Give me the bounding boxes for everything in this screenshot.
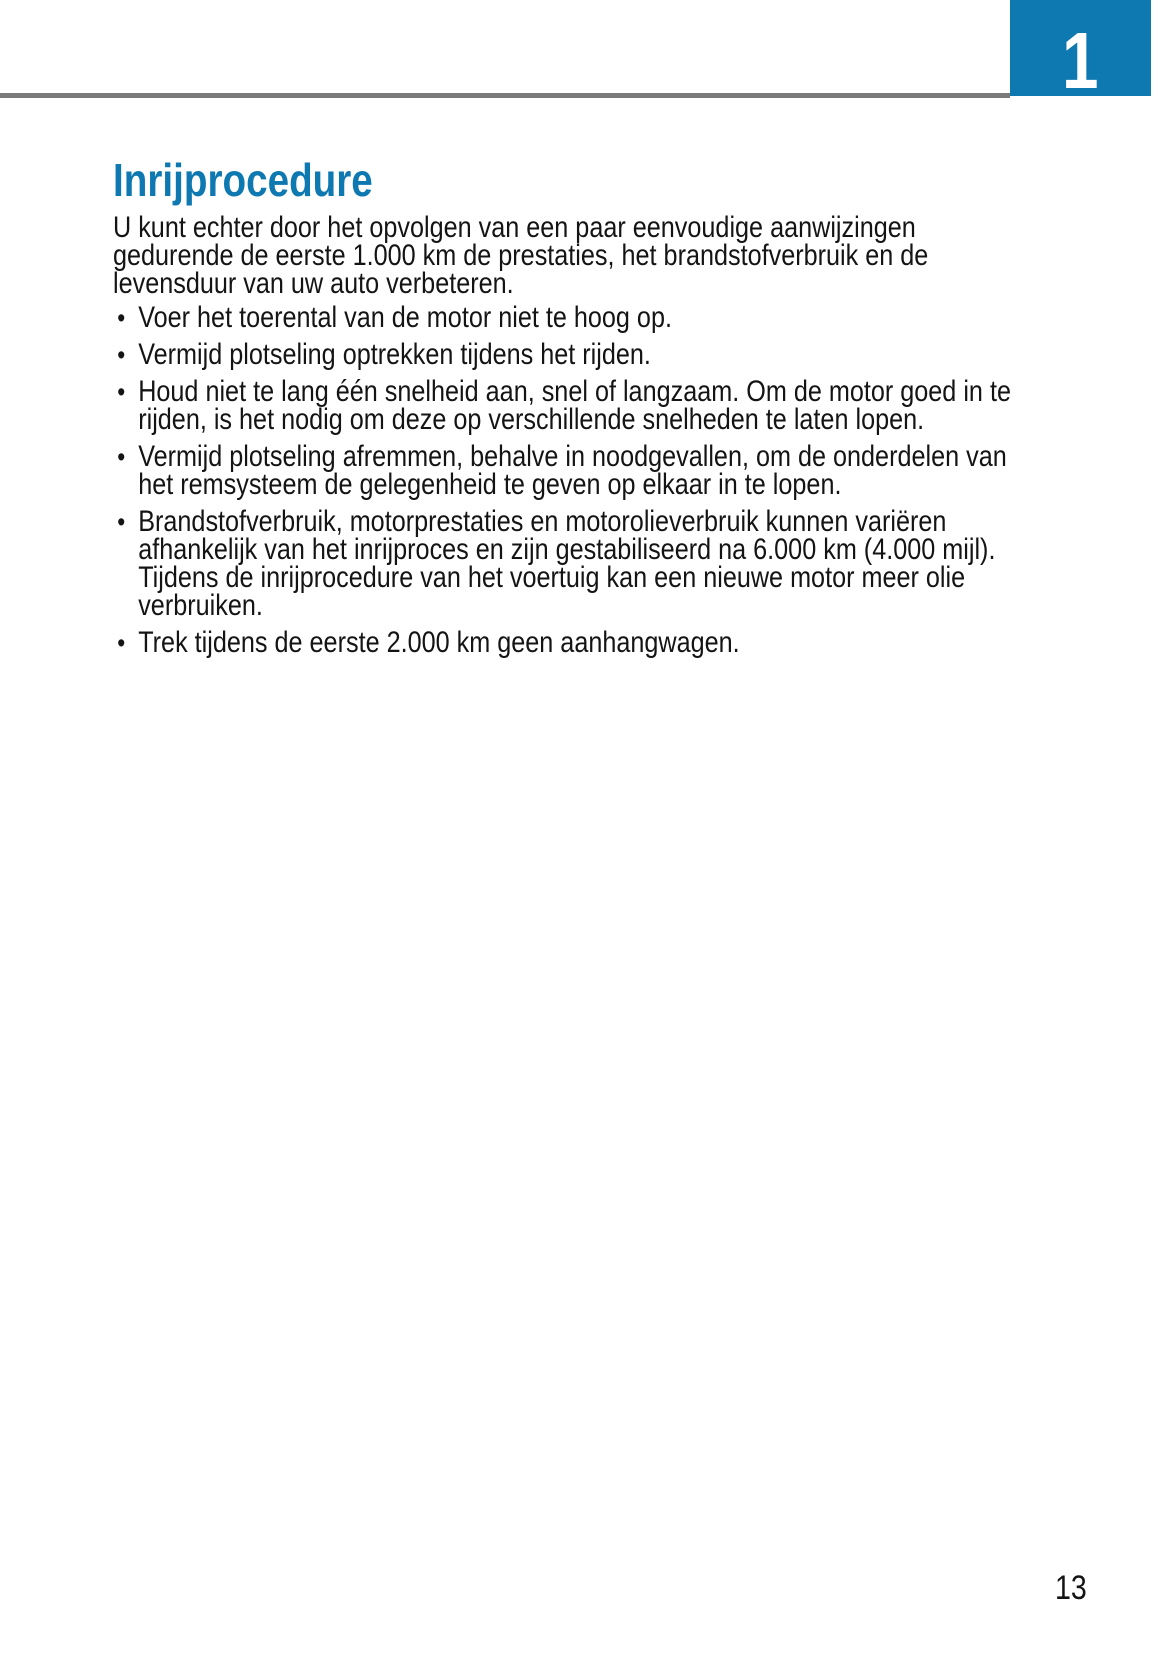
intro-line: U kunt echter door het opvolgen van een paar eenvoudige aanwijzingen	[113, 211, 916, 244]
list-item-line: Vermijd plotseling optrekken tijdens het rijden.	[138, 338, 651, 371]
list-item-line: Trek tijdens de eerste 2.000 km geen aanhangwagen.	[138, 626, 740, 659]
list-item-line: Vermijd plotseling afremmen, behalve in noodgevallen, om de onderdelen van	[138, 440, 1007, 473]
bullet-list	[113, 301, 1155, 659]
list-item-line: rijden, is het nodig om deze op verschillende snelheden te laten lopen.	[138, 403, 925, 436]
list-item-line: Tijdens de inrijprocedure van het voertuig kan een nieuwe motor meer olie	[138, 561, 966, 594]
header-rule	[0, 93, 1010, 98]
bullet-icon: •	[117, 303, 126, 333]
list-item	[113, 626, 1155, 659]
content-area	[113, 155, 1155, 666]
list-item	[113, 301, 1155, 334]
chapter-tab	[1010, 0, 1151, 105]
intro-paragraph	[113, 211, 1155, 300]
bullet-icon: •	[117, 507, 126, 537]
list-item	[113, 440, 1155, 501]
bullet-icon: •	[117, 377, 126, 407]
list-item-line: Voer het toerental van de motor niet te hoog op.	[138, 301, 672, 334]
list-item-line: Houd niet te lang één snelheid aan, snel of langzaam. Om de motor goed in te	[138, 375, 1011, 408]
bullet-icon: •	[117, 340, 126, 370]
bullet-icon: •	[117, 442, 126, 472]
list-item	[113, 505, 1155, 622]
chapter-number: 1	[1062, 16, 1099, 105]
list-item-line: afhankelijk van het inrijproces en zijn gestabiliseerd na 6.000 km (4.000 mijl).	[138, 533, 996, 566]
list-item	[113, 375, 1155, 436]
list-item-line: Brandstofverbruik, motorprestaties en motorolieverbruik kunnen variëren	[138, 505, 947, 538]
list-item	[113, 338, 1155, 371]
page-number: 13	[1055, 1569, 1087, 1607]
bullet-icon: •	[117, 628, 126, 658]
list-item-line: verbruiken.	[138, 589, 263, 622]
intro-line: levensduur van uw auto verbeteren.	[113, 267, 514, 300]
page-title: Inrijprocedure	[113, 154, 373, 206]
list-item-line: het remsysteem de gelegenheid te geven op elkaar in te lopen.	[138, 468, 842, 501]
intro-line: gedurende de eerste 1.000 km de prestaties, het brandstofverbruik en de	[113, 239, 929, 272]
